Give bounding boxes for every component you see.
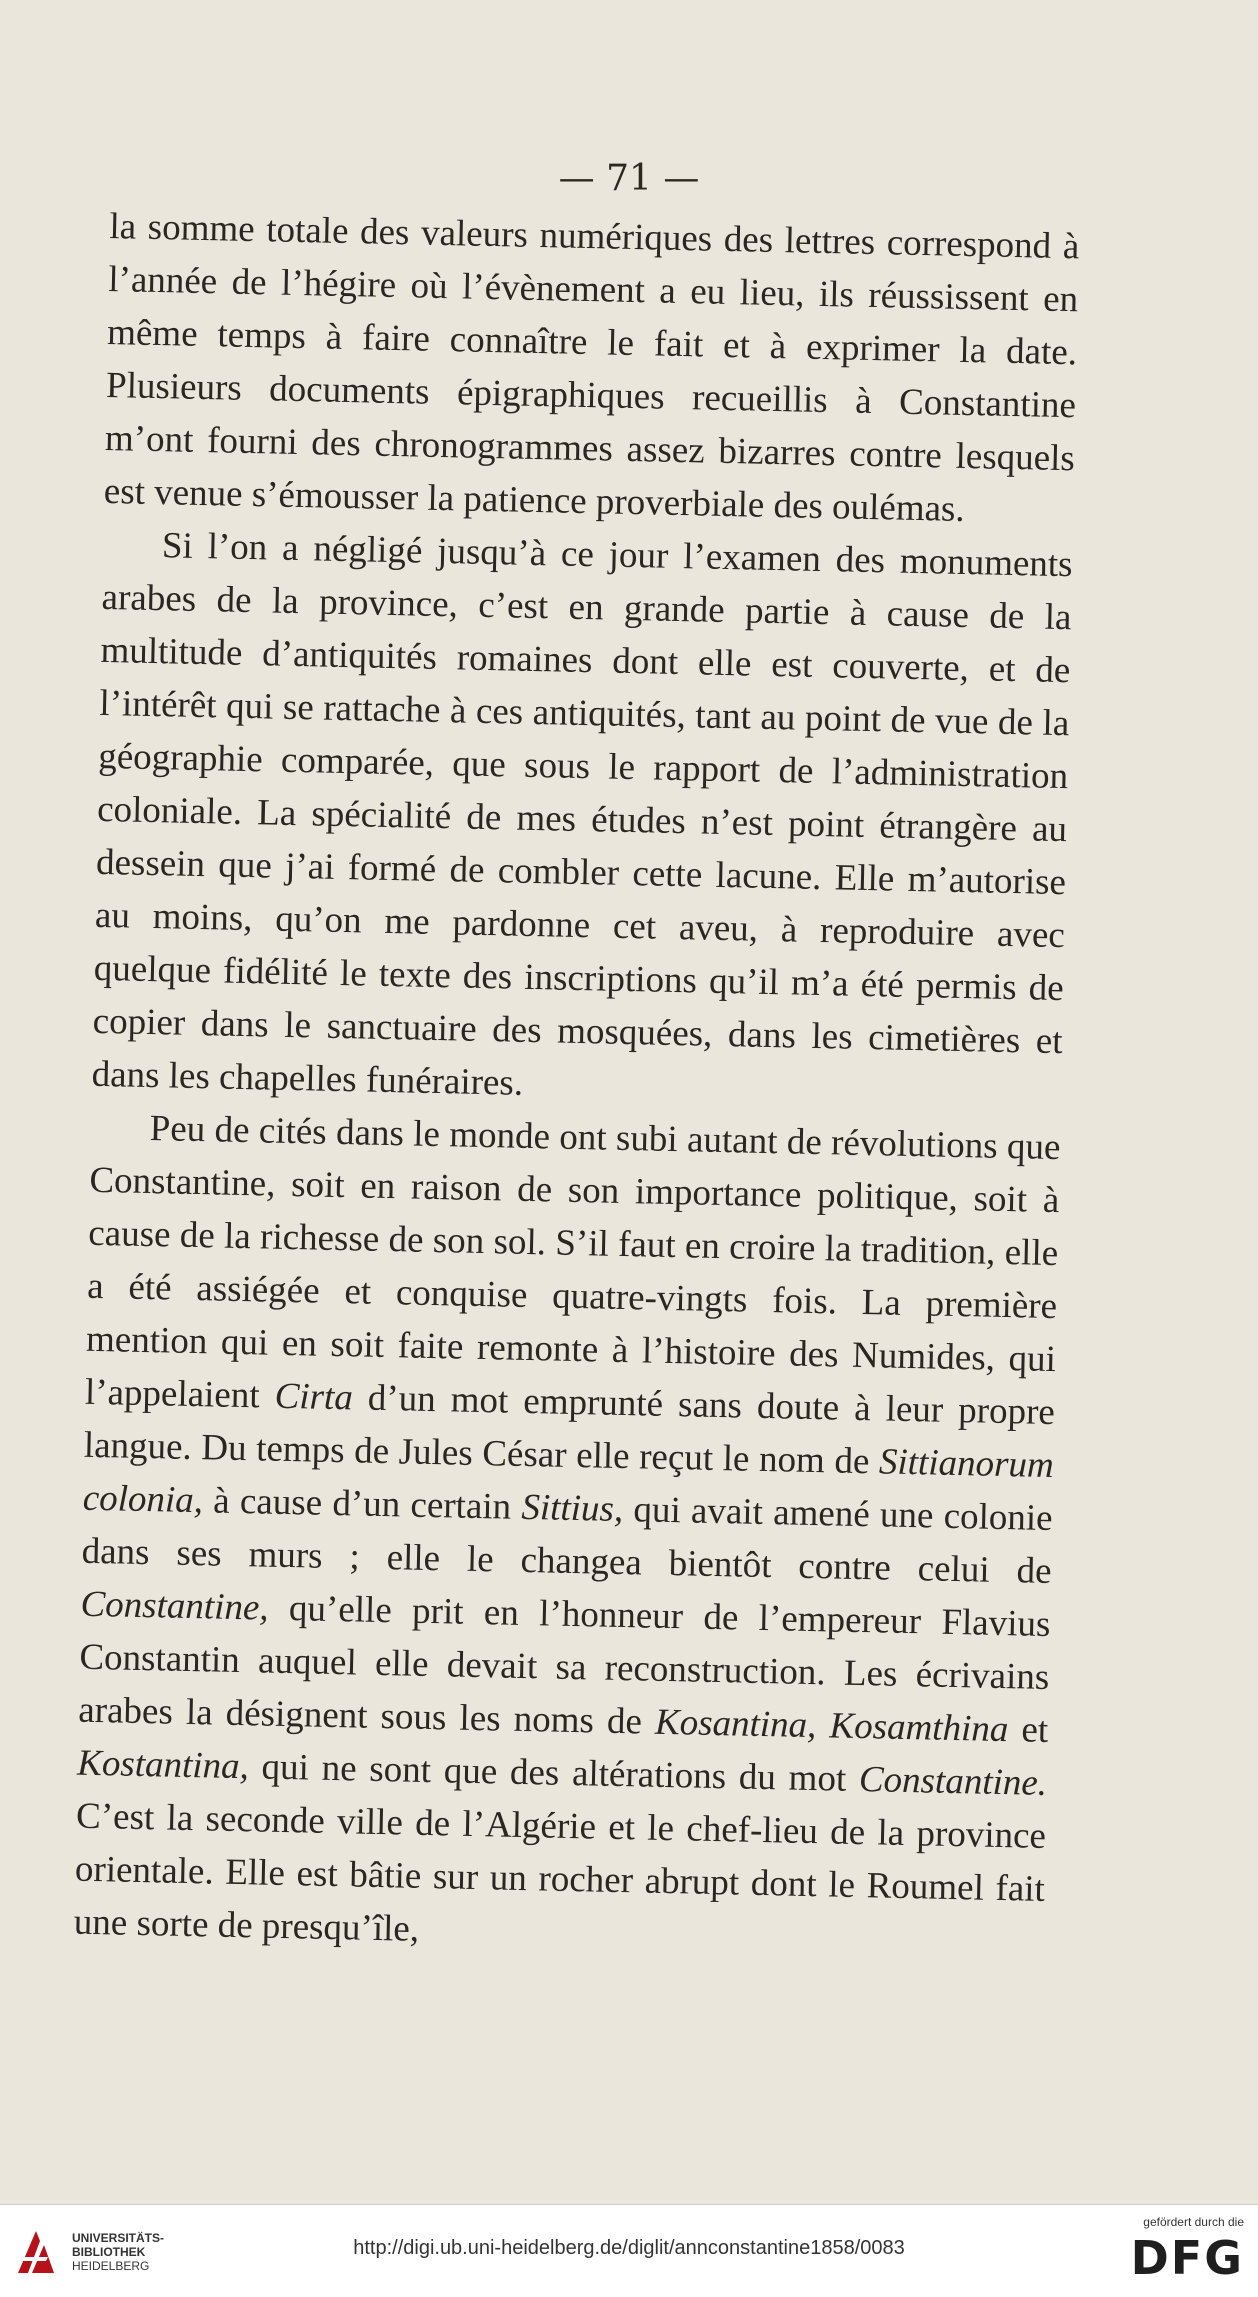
italic-text: Sittianorum colonia, <box>82 1441 1055 1522</box>
library-name-line2: BIBLIOTHEK <box>72 2245 146 2259</box>
text-run: d’un mot emprunté sans doute à leur propre langue. Du temps de Jules César elle reçut le nom de <box>83 1377 1056 1483</box>
library-name-line1: UNIVERSITÄTS- <box>72 2231 165 2245</box>
text-run: qui avait amené une colonie dans ses murs ; elle le changea bientôt contre celui de <box>81 1489 1054 1593</box>
page-number: — 71 — <box>558 158 700 199</box>
italic-text: Cirta <box>274 1375 354 1419</box>
text-run: et <box>1007 1709 1049 1751</box>
text-run: C’est la seconde ville de l’Algérie et le chef-lieu de la province orientale. Elle est bâtie sur un rocher abrupt dont le Roumel fait une sorte de presqu’île, <box>73 1795 1047 1950</box>
italic-text: Kostantina, <box>76 1742 250 1788</box>
italic-text: Constantine. <box>858 1759 1048 1804</box>
funder-label: gefördert durch die <box>1143 2215 1244 2229</box>
funder-block <box>1114 2215 1244 2283</box>
body-text <box>73 200 1079 1969</box>
text-run: Peu de cités dans le monde ont subi autant de révolutions que Constantine, soit en raison de son importance politique, soit à cause de la richesse de son sol. S’il faut en croire la tradition, elle a été assiégée et conquise quatre-vingts fois. La première mention qui en soit faite remonte à l’histoire des Numides, qui l’appelaient <box>84 1108 1061 1417</box>
italic-text: Constantine, <box>80 1583 270 1629</box>
paragraph <box>91 518 1073 1121</box>
text-run: la somme totale des valeurs numériques des lettres correspond à l’année de l’hégire où l’évènement a eu lieu, ils réussissent en même temps à faire connaître le fait et à exprimer la date. Plusieurs documents épigraphiques recueillis à Constantine m’ont fourni des chronogrammes assez bizarres contre lesquels est venue s’émousser la patience proverbiale des oulémas. <box>103 205 1080 530</box>
dfg-logo-icon: DFG <box>1130 2231 1244 2285</box>
footer-bar <box>0 2204 1258 2297</box>
italic-text: Kosantina, Kosamthina <box>654 1701 1009 1751</box>
paragraph <box>103 200 1079 538</box>
text-run: qui ne sont que des altérations du mot <box>248 1746 860 1801</box>
paragraph <box>73 1101 1061 1969</box>
text-run: à cause d’un certain <box>202 1480 522 1528</box>
text-run: Si l’on a négligé jusqu’à ce jour l’examen des monuments arabes de la province, c’est en grande partie à cause de la multitude d’antiquités romaines dont elle est couverte, et de l’intérêt qui se rattache à ces antiquités, tant au point de vue de la géographie comparée, que sous le rapport de l’administration coloniale. La spécialité de mes études n’est point étrangère au dessein que j’ai formé de combler cette lacune. Elle m’autorise au moins, qu’on me pardonne cet aveu, à reproduire avec quelque fidélité le texte des inscriptions qu’il m’a été permis de copier dans le sanctuaire des mosquées, dans les cimetières et dans les chapelles funéraires. <box>91 525 1074 1104</box>
source-url-link[interactable]: http://digi.ub.uni-heidelberg.de/diglit/annconstantine1858/0083 <box>353 2237 905 2259</box>
library-name-line3: HEIDELBERG <box>72 2259 150 2273</box>
text-run: qu’elle prit en l’honneur de l’empereur Flavius Constantin auquel elle devait sa reconstruction. Les écrivains arabes la désignent sous les noms de <box>77 1587 1051 1743</box>
italic-text: Sittius, <box>521 1486 624 1531</box>
